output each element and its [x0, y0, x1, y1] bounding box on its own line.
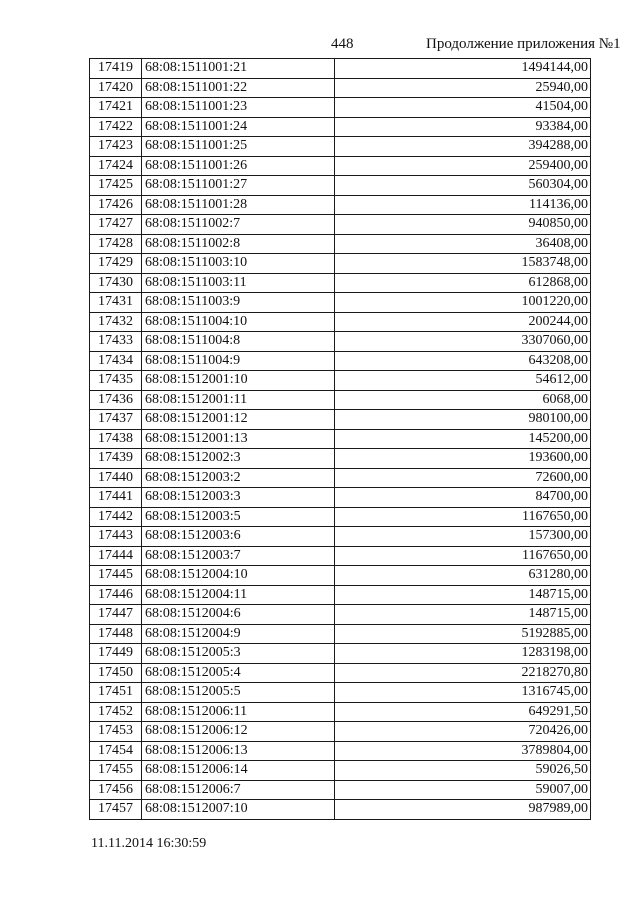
- table-row: [90, 254, 591, 274]
- cadastral-number-cell: 68:08:1512001:11: [142, 390, 335, 410]
- table-row: [90, 429, 591, 449]
- table-row: [90, 468, 591, 488]
- cadastral-value-cell: 84700,00: [335, 488, 591, 508]
- cadastral-number-cell: 68:08:1512007:10: [142, 800, 335, 820]
- row-number-cell: 17439: [90, 449, 142, 469]
- cadastral-value-cell: 5192885,00: [335, 624, 591, 644]
- cadastral-number-cell: 68:08:1512003:2: [142, 468, 335, 488]
- cadastral-number-cell: 68:08:1512001:13: [142, 429, 335, 449]
- cadastral-number-cell: 68:08:1512006:13: [142, 741, 335, 761]
- table-row: [90, 449, 591, 469]
- row-number-cell: 17420: [90, 78, 142, 98]
- table-row: [90, 410, 591, 430]
- cadastral-value-cell: 41504,00: [335, 98, 591, 118]
- row-number-cell: 17455: [90, 761, 142, 781]
- cadastral-value-cell: 6068,00: [335, 390, 591, 410]
- page-number: 448: [331, 36, 354, 52]
- cadastral-value-cell: 987989,00: [335, 800, 591, 820]
- cadastral-value-cell: 200244,00: [335, 312, 591, 332]
- cadastral-number-cell: 68:08:1512006:14: [142, 761, 335, 781]
- cadastral-value-cell: 193600,00: [335, 449, 591, 469]
- table-row: [90, 312, 591, 332]
- table-row: [90, 195, 591, 215]
- table-row: [90, 644, 591, 664]
- cadastral-value-cell: 259400,00: [335, 156, 591, 176]
- cadastral-number-cell: 68:08:1512004:9: [142, 624, 335, 644]
- table-row: [90, 117, 591, 137]
- cadastral-number-cell: 68:08:1511002:7: [142, 215, 335, 235]
- cadastral-number-cell: 68:08:1512005:5: [142, 683, 335, 703]
- table-row: [90, 137, 591, 157]
- cadastral-value-cell: 145200,00: [335, 429, 591, 449]
- cadastral-number-cell: 68:08:1511001:28: [142, 195, 335, 215]
- table-row: [90, 488, 591, 508]
- table-row: [90, 702, 591, 722]
- cadastral-number-cell: 68:08:1512004:10: [142, 566, 335, 586]
- cadastral-number-cell: 68:08:1512006:12: [142, 722, 335, 742]
- row-number-cell: 17422: [90, 117, 142, 137]
- cadastral-number-cell: 68:08:1511003:9: [142, 293, 335, 313]
- cadastral-number-cell: 68:08:1512003:3: [142, 488, 335, 508]
- cadastral-value-cell: 1494144,00: [335, 59, 591, 79]
- row-number-cell: 17440: [90, 468, 142, 488]
- cadastral-value-cell: 1583748,00: [335, 254, 591, 274]
- row-number-cell: 17426: [90, 195, 142, 215]
- row-number-cell: 17447: [90, 605, 142, 625]
- row-number-cell: 17431: [90, 293, 142, 313]
- row-number-cell: 17435: [90, 371, 142, 391]
- table-row: [90, 624, 591, 644]
- cadastral-number-cell: 68:08:1512003:7: [142, 546, 335, 566]
- table-row: [90, 234, 591, 254]
- row-number-cell: 17436: [90, 390, 142, 410]
- row-number-cell: 17441: [90, 488, 142, 508]
- table-row: [90, 585, 591, 605]
- table-row: [90, 507, 591, 527]
- cadastral-value-cell: 560304,00: [335, 176, 591, 196]
- cadastral-number-cell: 68:08:1511004:10: [142, 312, 335, 332]
- cadastral-value-cell: 25940,00: [335, 78, 591, 98]
- cadastral-number-cell: 68:08:1511003:11: [142, 273, 335, 293]
- cadastral-value-cell: 612868,00: [335, 273, 591, 293]
- row-number-cell: 17434: [90, 351, 142, 371]
- cadastral-number-cell: 68:08:1511001:23: [142, 98, 335, 118]
- cadastral-value-cell: 148715,00: [335, 605, 591, 625]
- cadastral-number-cell: 68:08:1511001:26: [142, 156, 335, 176]
- cadastral-value-cell: 36408,00: [335, 234, 591, 254]
- table-row: [90, 78, 591, 98]
- row-number-cell: 17457: [90, 800, 142, 820]
- row-number-cell: 17419: [90, 59, 142, 79]
- table-row: [90, 390, 591, 410]
- cadastral-number-cell: 68:08:1511001:21: [142, 59, 335, 79]
- table-row: [90, 722, 591, 742]
- cadastral-value-cell: 2218270,80: [335, 663, 591, 683]
- table-row: [90, 761, 591, 781]
- table-row: [90, 176, 591, 196]
- cadastral-value-cell: 980100,00: [335, 410, 591, 430]
- row-number-cell: 17456: [90, 780, 142, 800]
- table-row: [90, 566, 591, 586]
- table-row: [90, 780, 591, 800]
- cadastral-number-cell: 68:08:1512004:11: [142, 585, 335, 605]
- cadastral-value-cell: 1167650,00: [335, 507, 591, 527]
- cadastral-number-cell: 68:08:1512001:12: [142, 410, 335, 430]
- cadastral-number-cell: 68:08:1511001:22: [142, 78, 335, 98]
- row-number-cell: 17425: [90, 176, 142, 196]
- cadastral-number-cell: 68:08:1512004:6: [142, 605, 335, 625]
- cadastral-value-cell: 643208,00: [335, 351, 591, 371]
- table-row: [90, 332, 591, 352]
- row-number-cell: 17423: [90, 137, 142, 157]
- cadastral-number-cell: 68:08:1511002:8: [142, 234, 335, 254]
- cadastral-value-cell: 114136,00: [335, 195, 591, 215]
- row-number-cell: 17443: [90, 527, 142, 547]
- cadastral-number-cell: 68:08:1511004:8: [142, 332, 335, 352]
- cadastral-value-table: [89, 58, 591, 820]
- cadastral-value-cell: 54612,00: [335, 371, 591, 391]
- row-number-cell: 17432: [90, 312, 142, 332]
- cadastral-value-cell: 649291,50: [335, 702, 591, 722]
- cadastral-value-cell: 3307060,00: [335, 332, 591, 352]
- cadastral-value-cell: 148715,00: [335, 585, 591, 605]
- cadastral-value-cell: 394288,00: [335, 137, 591, 157]
- cadastral-number-cell: 68:08:1512006:7: [142, 780, 335, 800]
- row-number-cell: 17449: [90, 644, 142, 664]
- table-row: [90, 605, 591, 625]
- table-row: [90, 546, 591, 566]
- table-row: [90, 156, 591, 176]
- cadastral-number-cell: 68:08:1511001:25: [142, 137, 335, 157]
- cadastral-number-cell: 68:08:1512003:5: [142, 507, 335, 527]
- cadastral-value-cell: 1316745,00: [335, 683, 591, 703]
- table-row: [90, 273, 591, 293]
- cadastral-value-cell: 1283198,00: [335, 644, 591, 664]
- row-number-cell: 17433: [90, 332, 142, 352]
- cadastral-value-cell: 631280,00: [335, 566, 591, 586]
- footer-timestamp: 11.11.2014 16:30:59: [91, 836, 207, 851]
- row-number-cell: 17428: [90, 234, 142, 254]
- cadastral-number-cell: 68:08:1511001:24: [142, 117, 335, 137]
- cadastral-number-cell: 68:08:1511003:10: [142, 254, 335, 274]
- row-number-cell: 17429: [90, 254, 142, 274]
- table-row: [90, 683, 591, 703]
- cadastral-number-cell: 68:08:1512005:4: [142, 663, 335, 683]
- row-number-cell: 17450: [90, 663, 142, 683]
- cadastral-value-cell: 720426,00: [335, 722, 591, 742]
- table-row: [90, 59, 591, 79]
- cadastral-number-cell: 68:08:1512003:6: [142, 527, 335, 547]
- cadastral-value-cell: 1001220,00: [335, 293, 591, 313]
- row-number-cell: 17427: [90, 215, 142, 235]
- cadastral-value-cell: 93384,00: [335, 117, 591, 137]
- table-row: [90, 800, 591, 820]
- table-row: [90, 527, 591, 547]
- table-body: [90, 59, 591, 820]
- cadastral-value-cell: 72600,00: [335, 468, 591, 488]
- table-row: [90, 663, 591, 683]
- cadastral-value-cell: 59007,00: [335, 780, 591, 800]
- cadastral-value-cell: 157300,00: [335, 527, 591, 547]
- table-row: [90, 351, 591, 371]
- table-row: [90, 371, 591, 391]
- row-number-cell: 17452: [90, 702, 142, 722]
- row-number-cell: 17446: [90, 585, 142, 605]
- row-number-cell: 17448: [90, 624, 142, 644]
- row-number-cell: 17442: [90, 507, 142, 527]
- table-row: [90, 741, 591, 761]
- cadastral-value-cell: 59026,50: [335, 761, 591, 781]
- cadastral-number-cell: 68:08:1511004:9: [142, 351, 335, 371]
- row-number-cell: 17437: [90, 410, 142, 430]
- cadastral-number-cell: 68:08:1511001:27: [142, 176, 335, 196]
- cadastral-number-cell: 68:08:1512006:11: [142, 702, 335, 722]
- row-number-cell: 17453: [90, 722, 142, 742]
- row-number-cell: 17421: [90, 98, 142, 118]
- table-row: [90, 293, 591, 313]
- cadastral-value-cell: 940850,00: [335, 215, 591, 235]
- row-number-cell: 17438: [90, 429, 142, 449]
- row-number-cell: 17445: [90, 566, 142, 586]
- row-number-cell: 17454: [90, 741, 142, 761]
- cadastral-number-cell: 68:08:1512002:3: [142, 449, 335, 469]
- row-number-cell: 17430: [90, 273, 142, 293]
- cadastral-value-cell: 3789804,00: [335, 741, 591, 761]
- row-number-cell: 17424: [90, 156, 142, 176]
- row-number-cell: 17451: [90, 683, 142, 703]
- row-number-cell: 17444: [90, 546, 142, 566]
- table-row: [90, 98, 591, 118]
- table-row: [90, 215, 591, 235]
- cadastral-number-cell: 68:08:1512001:10: [142, 371, 335, 391]
- page-caption: Продолжение приложения №1: [426, 36, 621, 52]
- cadastral-number-cell: 68:08:1512005:3: [142, 644, 335, 664]
- cadastral-value-cell: 1167650,00: [335, 546, 591, 566]
